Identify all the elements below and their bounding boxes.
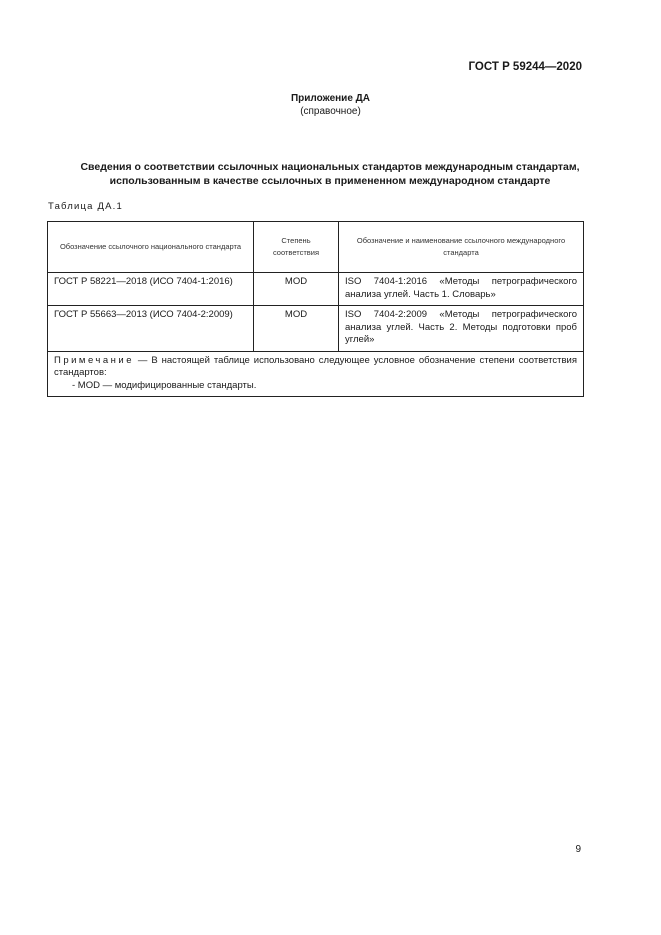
note-text: — В настоящей таблице использовано следующее условное обозначение степени соответствия стандартов:: [54, 354, 577, 378]
page-number: 9: [575, 844, 581, 855]
note-item: - MOD — модифицированные стандарты.: [72, 379, 257, 391]
column-header-degree: Степень соответствия: [254, 222, 339, 273]
section-heading-line-1: Сведения о соответствии ссылочных национальных стандартов международным стандартам,: [80, 161, 580, 173]
table-caption: Таблица ДА.1: [48, 201, 123, 212]
note-label: Примечание: [54, 354, 134, 366]
cell-degree: MOD: [254, 306, 339, 352]
cell-international-standard: ISO 7404-1:2016 «Методы петрографического анализа углей. Часть 1. Словарь»: [339, 273, 584, 306]
section-heading-line-2: использованным в качестве ссылочных в примененном международном стандарте: [109, 175, 551, 187]
table-row: [48, 273, 584, 306]
table-row: [48, 306, 584, 352]
standards-table: [47, 221, 584, 397]
table-note: [48, 351, 584, 397]
cell-degree: MOD: [254, 273, 339, 306]
section-heading: [30, 160, 630, 188]
column-header-international: Обозначение и наименование ссылочного международного стандарта: [339, 222, 584, 273]
cell-national-standard: ГОСТ Р 58221—2018 (ИСО 7404-1:2016): [48, 273, 254, 306]
cell-international-standard: ISO 7404-2:2009 «Методы петрографического анализа углей. Часть 2. Методы подготовки проб углей»: [339, 306, 584, 352]
table-note-row: [48, 351, 584, 397]
cell-national-standard: ГОСТ Р 55663—2013 (ИСО 7404-2:2009): [48, 306, 254, 352]
document-id: ГОСТ Р 59244—2020: [468, 61, 582, 73]
column-header-national: Обозначение ссылочного национального стандарта: [48, 222, 254, 273]
annex-title: Приложение ДА: [290, 93, 371, 104]
table-header-row: [48, 222, 584, 273]
annex-subtitle: (справочное): [300, 106, 361, 117]
